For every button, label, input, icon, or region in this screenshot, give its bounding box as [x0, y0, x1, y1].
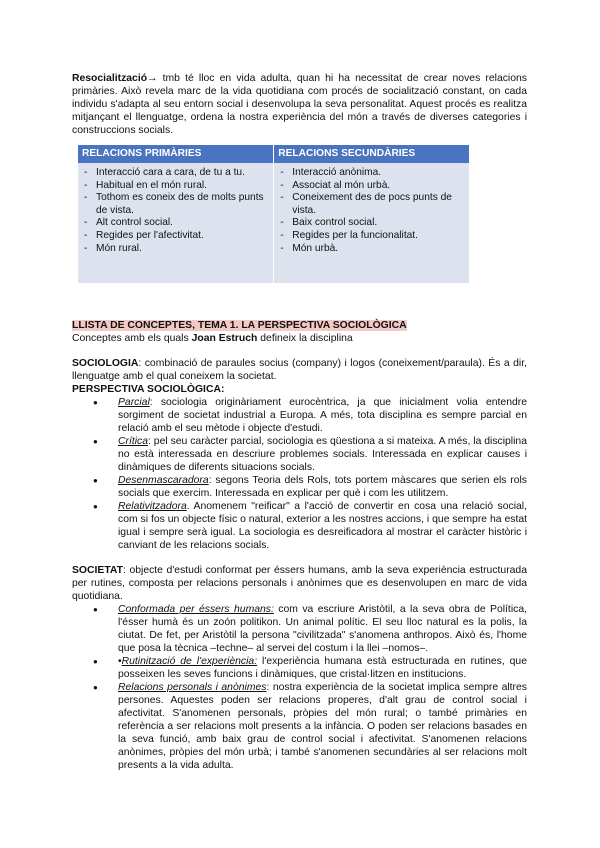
- primary-item: - Món rural.: [82, 243, 269, 256]
- primary-list: [82, 167, 269, 255]
- perspectiva-item: ● Parcial: sociologia originàriament eurocèntrica, ja que inicialment volia entendre sorgiment de societat industrial a Europa. A més, tota disciplina es sempre parcial en relació amb el seu mètode i objecte d'estudi.: [72, 396, 527, 435]
- societat-item: ● Conformada per éssers humans: com va escriure Aristòtil, a la seva obra de Política, l'ésser humà és un zoón politikon. Un animal polític. El seu lloc natural es la polis, la ciutat. De fet, per Aristòtil la persona "civilitzada" s'anomena anthropos. Això és, l'home que posa la tècnica –techne– al servei del costum i la llei –nomos–.: [72, 603, 527, 655]
- secondary-item: - Associat al món urbà.: [278, 180, 465, 193]
- primary-cell: [78, 163, 274, 283]
- author-name: Joan Estruch: [191, 333, 258, 345]
- perspectiva-item: ● Desenmascaradora: segons Teoria dels Rols, tots portem màscares que serien els rols socials que exercim. Interessada en explicar per què i com les utilitzem.: [72, 474, 527, 500]
- societat-paragraph: SOCIETAT: objecte d'estudi conformat per éssers humans, amb la seva experiència estructurada per rutines, composta per relacions personals i anònimes que es desenvolupen en marc de vida quotidiana.: [72, 565, 527, 603]
- primary-item: - Alt control social.: [82, 217, 269, 230]
- concepts-heading: LLISTA DE CONCEPTES, TEMA 1. LA PERSPECTIVA SOCIOLÒGICA: [72, 320, 407, 332]
- secondary-item: - Món urbà.: [278, 243, 465, 256]
- resocialitzacio-text: → tmb té lloc en vida adulta, quan hi ha necessitat de crear noves relacions primàries. Això revela marc de la vida quotidiana com procés de socialització constant, on cada individu s'adapta al seu entorn social i desenvolupa la seva personalitat. Aquest procés es realitza mitjançant el llenguatge, ordena la nostra experiència del món a través de diverses categories i construccions socials.: [72, 73, 527, 136]
- societat-term: SOCIETAT: [72, 565, 123, 577]
- primary-item: - Tothom es coneix des de molts punts de vista.: [82, 192, 269, 217]
- secondary-cell: [274, 163, 470, 283]
- perspectiva-item: ● Relativitzadora. Anomenem "reificar" a l'acció de convertir en cosa una relació social, com si fos un objecte físic o natural, exterior a les nostres accions, i que sempre ha estat igual i sempre serà igual. La sociologia es desreificadora al mostrar el caràcter històric i canviant de les relacions socials.: [72, 500, 527, 552]
- secondary-item: - Regides per la funcionalitat.: [278, 230, 465, 243]
- sociologia-paragraph: SOCIOLOGIA: combinació de paraules socius (company) i logos (coneixement/paraula). És a dir, llenguatge amb el qual coneixem la societat.: [72, 358, 527, 383]
- concepts-subheading: Conceptes amb els quals Joan Estruch defineix la disciplina: [72, 333, 353, 345]
- secondary-item: - Baix control social.: [278, 217, 465, 230]
- resocialitzacio-term: Resocialització: [72, 73, 148, 84]
- societat-list: [72, 603, 527, 772]
- secondary-header: RELACIONS SECUNDÀRIES: [274, 145, 470, 163]
- secondary-list: [278, 167, 465, 255]
- primary-item: - Habitual en el món rural.: [82, 180, 269, 193]
- secondary-item: - Coneixement des de pocs punts de vista.: [278, 192, 465, 217]
- societat-item: ● Relacions personals i anònimes: nostra experiència de la societat implica sempre altres persones. Aquestes poden ser relacions properes, d'alt grau de control social i afectivitat. S'anomenen personals, pròpies del món rural; o també primàries en referència a ser relacions molt presents a la infància. O poden ser relacions basades en la seva funció, amb baix grau de control social i afectivitat. S'anomenen relacions anònimes, pròpies del món urbà; i també s'anomenen secundàries al ser relacions molt presents a la vida adulta.: [72, 681, 527, 772]
- primary-item: - Interacció cara a cara, de tu a tu.: [82, 167, 269, 180]
- societat-item: ● •Rutinització de l'experiència: l'experiència humana està estructurada en rutines, que posseixen les seves funcions i dinàmiques, que cristal·litzen en institucions.: [72, 655, 527, 681]
- secondary-item: - Interacció anònima.: [278, 167, 465, 180]
- perspectiva-heading: PERSPECTIVA SOCIOLÒGICA:: [72, 384, 225, 396]
- perspectiva-item: ● Crítica: pel seu caràcter parcial, sociologia es qüestiona a si mateixa. A més, la disciplina no està interessada en descriure problemes socials. Interessada en explicar causes i dinàmiques de diferents situacions socials.: [72, 435, 527, 474]
- primary-header: RELACIONS PRIMÀRIES: [78, 145, 274, 163]
- perspectiva-list: [72, 396, 527, 552]
- resocialitzacio-paragraph: [72, 72, 527, 137]
- document-page: [72, 72, 527, 772]
- primary-item: - Regides per l'afectivitat.: [82, 230, 269, 243]
- relations-table: [78, 145, 470, 283]
- sociologia-term: SOCIOLOGIA: [72, 358, 139, 370]
